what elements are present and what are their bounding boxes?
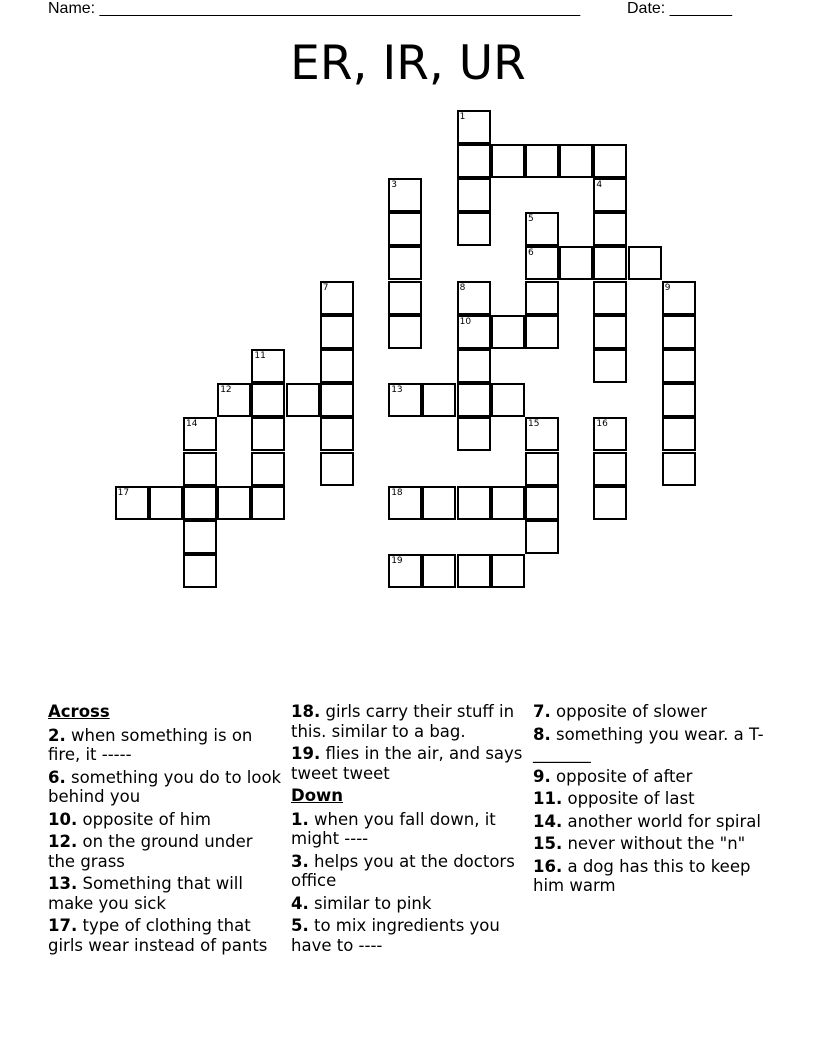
clue-text: never without the "n" <box>562 834 746 853</box>
clue-down-14 <box>533 812 769 832</box>
grid-cell[interactable] <box>115 486 149 520</box>
grid-cell[interactable] <box>251 486 285 520</box>
grid-cell[interactable] <box>491 486 525 520</box>
clue-number-label: 4 <box>596 180 603 190</box>
clue-text: flies in the air, and says tweet tweet <box>291 744 523 783</box>
clue-text: opposite of last <box>562 789 695 808</box>
clue-number-label: 13 <box>391 385 403 396</box>
grid-cell[interactable] <box>422 486 456 520</box>
grid-cell[interactable] <box>559 144 593 178</box>
grid-cell[interactable] <box>388 178 422 212</box>
clue-number: 8. <box>533 724 551 744</box>
grid-cell[interactable] <box>628 246 662 280</box>
grid-cell[interactable] <box>149 486 183 520</box>
clue-number-label: 15 <box>528 419 540 430</box>
grid-cell[interactable] <box>422 383 456 417</box>
grid-cell[interactable] <box>251 349 285 383</box>
grid-cell[interactable] <box>320 417 354 451</box>
clue-number-label: 17 <box>117 487 130 498</box>
grid-cell[interactable] <box>662 383 696 417</box>
clue-down-11 <box>533 789 769 809</box>
grid-cell[interactable] <box>320 383 354 417</box>
grid-cell[interactable] <box>457 212 491 246</box>
grid-cell[interactable] <box>491 554 525 588</box>
clue-down-4 <box>291 894 527 914</box>
grid-cell[interactable] <box>217 486 251 520</box>
grid-cell[interactable] <box>457 281 491 315</box>
grid-cell[interactable] <box>457 144 491 178</box>
clue-text: opposite of him <box>77 809 211 829</box>
grid-cell[interactable] <box>525 520 559 554</box>
grid-cell[interactable] <box>525 452 559 486</box>
clue-down-1 <box>291 810 527 849</box>
grid-cell[interactable] <box>251 383 285 417</box>
clue-number-label: 8 <box>459 282 466 293</box>
grid-cell[interactable] <box>593 486 627 520</box>
clue-text: girls carry their stuff in this. similar to a bag. <box>291 702 515 741</box>
grid-cell[interactable] <box>457 315 491 349</box>
grid-cell[interactable] <box>491 144 525 178</box>
grid-cell[interactable] <box>525 246 559 280</box>
grid-cell[interactable] <box>320 452 354 486</box>
clue-text: helps you at the doctors office <box>291 851 515 890</box>
grid-cell[interactable] <box>457 554 491 588</box>
clue-across-12 <box>48 832 284 871</box>
clue-number: 17. <box>48 916 78 935</box>
grid-cell[interactable] <box>183 417 217 451</box>
clue-text: when something is on fire, it ----- <box>48 725 253 764</box>
clue-down-16 <box>533 857 769 896</box>
clue-across-18 <box>291 702 527 741</box>
grid-cell[interactable] <box>457 417 491 451</box>
grid-cell[interactable] <box>662 349 696 383</box>
grid-cell[interactable] <box>286 383 320 417</box>
clue-across-17 <box>48 916 284 955</box>
grid-cell[interactable] <box>457 349 491 383</box>
grid-cell[interactable] <box>388 281 422 315</box>
grid-cell[interactable] <box>491 383 525 417</box>
clue-text: opposite of after <box>550 766 693 786</box>
grid-cell[interactable] <box>457 383 491 417</box>
grid-cell[interactable] <box>491 315 525 349</box>
grid-cell[interactable] <box>525 417 559 451</box>
clue-number: 2. <box>48 725 66 745</box>
clue-text: something you wear. a T-_______ <box>533 724 764 763</box>
grid-cell[interactable] <box>457 178 491 212</box>
clue-column-1 <box>48 702 284 958</box>
clue-number: 14. <box>533 811 563 831</box>
across-heading: Across <box>48 702 110 721</box>
grid-cell[interactable] <box>388 554 422 588</box>
grid-cell[interactable] <box>320 281 354 315</box>
clue-number: 7. <box>533 702 551 721</box>
date-field-label: Date: _______ <box>627 0 732 17</box>
grid-cell[interactable] <box>662 281 696 315</box>
clue-number-label: 1 <box>459 111 466 122</box>
clue-number-label: 12 <box>220 385 232 396</box>
clue-number-label: 16 <box>596 419 608 430</box>
clue-across-19 <box>291 744 527 783</box>
clue-number: 16. <box>533 856 563 876</box>
grid-cell[interactable] <box>593 417 627 451</box>
clue-across-2 <box>48 726 284 765</box>
grid-cell[interactable] <box>593 144 627 178</box>
grid-cell[interactable] <box>422 554 456 588</box>
grid-cell[interactable] <box>388 383 422 417</box>
grid-cell[interactable] <box>183 554 217 588</box>
page-title: ER, IR, UR <box>290 36 526 91</box>
grid-cell[interactable] <box>388 246 422 280</box>
grid-cell[interactable] <box>559 246 593 280</box>
down-heading: Down <box>291 786 344 805</box>
clue-number: 11. <box>533 789 563 808</box>
grid-cell[interactable] <box>320 349 354 383</box>
grid-cell[interactable] <box>388 315 422 349</box>
clue-text: Something that will make you sick <box>48 874 243 913</box>
clue-across-10 <box>48 810 284 830</box>
clue-number: 5. <box>291 916 309 935</box>
clue-column-3 <box>533 702 769 899</box>
grid-cell[interactable] <box>662 315 696 349</box>
clue-number: 3. <box>291 851 309 871</box>
clue-text: type of clothing that girls wear instead of pants <box>48 916 268 955</box>
grid-cell[interactable] <box>593 281 627 315</box>
grid-cell[interactable] <box>525 315 559 349</box>
clue-down-7 <box>533 702 769 722</box>
clue-number: 15. <box>533 834 563 853</box>
grid-cell[interactable] <box>593 246 627 280</box>
clue-text: something you do to look behind you <box>48 767 282 806</box>
clue-number-label: 3 <box>391 180 397 190</box>
clue-number-label: 7 <box>322 282 329 293</box>
clue-text: similar to pink <box>308 893 432 913</box>
clue-number: 1. <box>291 809 309 829</box>
grid-cell[interactable] <box>388 212 422 246</box>
grid-cell[interactable] <box>593 212 627 246</box>
grid-cell[interactable] <box>217 383 251 417</box>
name-field-label: Name: ______________________________________________________ <box>48 0 581 17</box>
grid-cell[interactable] <box>525 486 559 520</box>
grid-cell[interactable] <box>525 212 559 246</box>
clue-number-label: 19 <box>391 556 403 567</box>
clue-number: 10. <box>48 809 78 829</box>
clue-text: to mix ingredients you have to ---- <box>291 916 500 955</box>
clue-number: 9. <box>533 766 551 786</box>
grid-cell[interactable] <box>525 281 559 315</box>
grid-cell[interactable] <box>457 486 491 520</box>
clue-down-9 <box>533 767 769 787</box>
clue-number-label: 11 <box>254 351 266 361</box>
grid-cell[interactable] <box>183 520 217 554</box>
grid-cell[interactable] <box>662 417 696 451</box>
grid-cell[interactable] <box>593 178 627 212</box>
clue-number-label: 5 <box>528 214 534 225</box>
grid-cell[interactable] <box>593 315 627 349</box>
grid-cell[interactable] <box>183 486 217 520</box>
clue-across-6 <box>48 768 284 807</box>
grid-cell[interactable] <box>525 144 559 178</box>
grid-cell[interactable] <box>662 452 696 486</box>
grid-cell[interactable] <box>457 110 491 144</box>
clue-text: when you fall down, it might ---- <box>291 809 496 848</box>
clue-text: another world for spiral <box>562 811 761 831</box>
clue-down-5 <box>291 916 527 955</box>
clue-text: on the ground under the grass <box>48 832 253 871</box>
clue-number: 13. <box>48 874 78 893</box>
clue-across-13 <box>48 874 284 913</box>
clue-number-label: 14 <box>186 419 198 430</box>
grid-cell[interactable] <box>251 417 285 451</box>
clue-down-15 <box>533 834 769 854</box>
grid-cell[interactable] <box>593 349 627 383</box>
grid-cell[interactable] <box>320 315 354 349</box>
clue-number: 19. <box>291 744 321 763</box>
clue-number: 4. <box>291 893 309 913</box>
clue-number: 6. <box>48 767 66 787</box>
grid-cell[interactable] <box>593 452 627 486</box>
clue-number-label: 10 <box>459 316 472 327</box>
clue-text: opposite of slower <box>550 702 708 721</box>
grid-cell[interactable] <box>183 452 217 486</box>
grid-cell[interactable] <box>251 452 285 486</box>
clue-down-3 <box>291 852 527 891</box>
grid-cell[interactable] <box>388 486 422 520</box>
clue-column-2 <box>291 702 527 958</box>
clue-text: a dog has this to keep him warm <box>533 856 751 895</box>
clue-number: 12. <box>48 832 78 851</box>
clue-down-8 <box>533 725 769 764</box>
clue-number-label: 6 <box>528 248 534 259</box>
clue-number-label: 18 <box>391 487 403 498</box>
clue-number-label: 9 <box>664 282 671 293</box>
clue-number: 18. <box>291 702 321 721</box>
